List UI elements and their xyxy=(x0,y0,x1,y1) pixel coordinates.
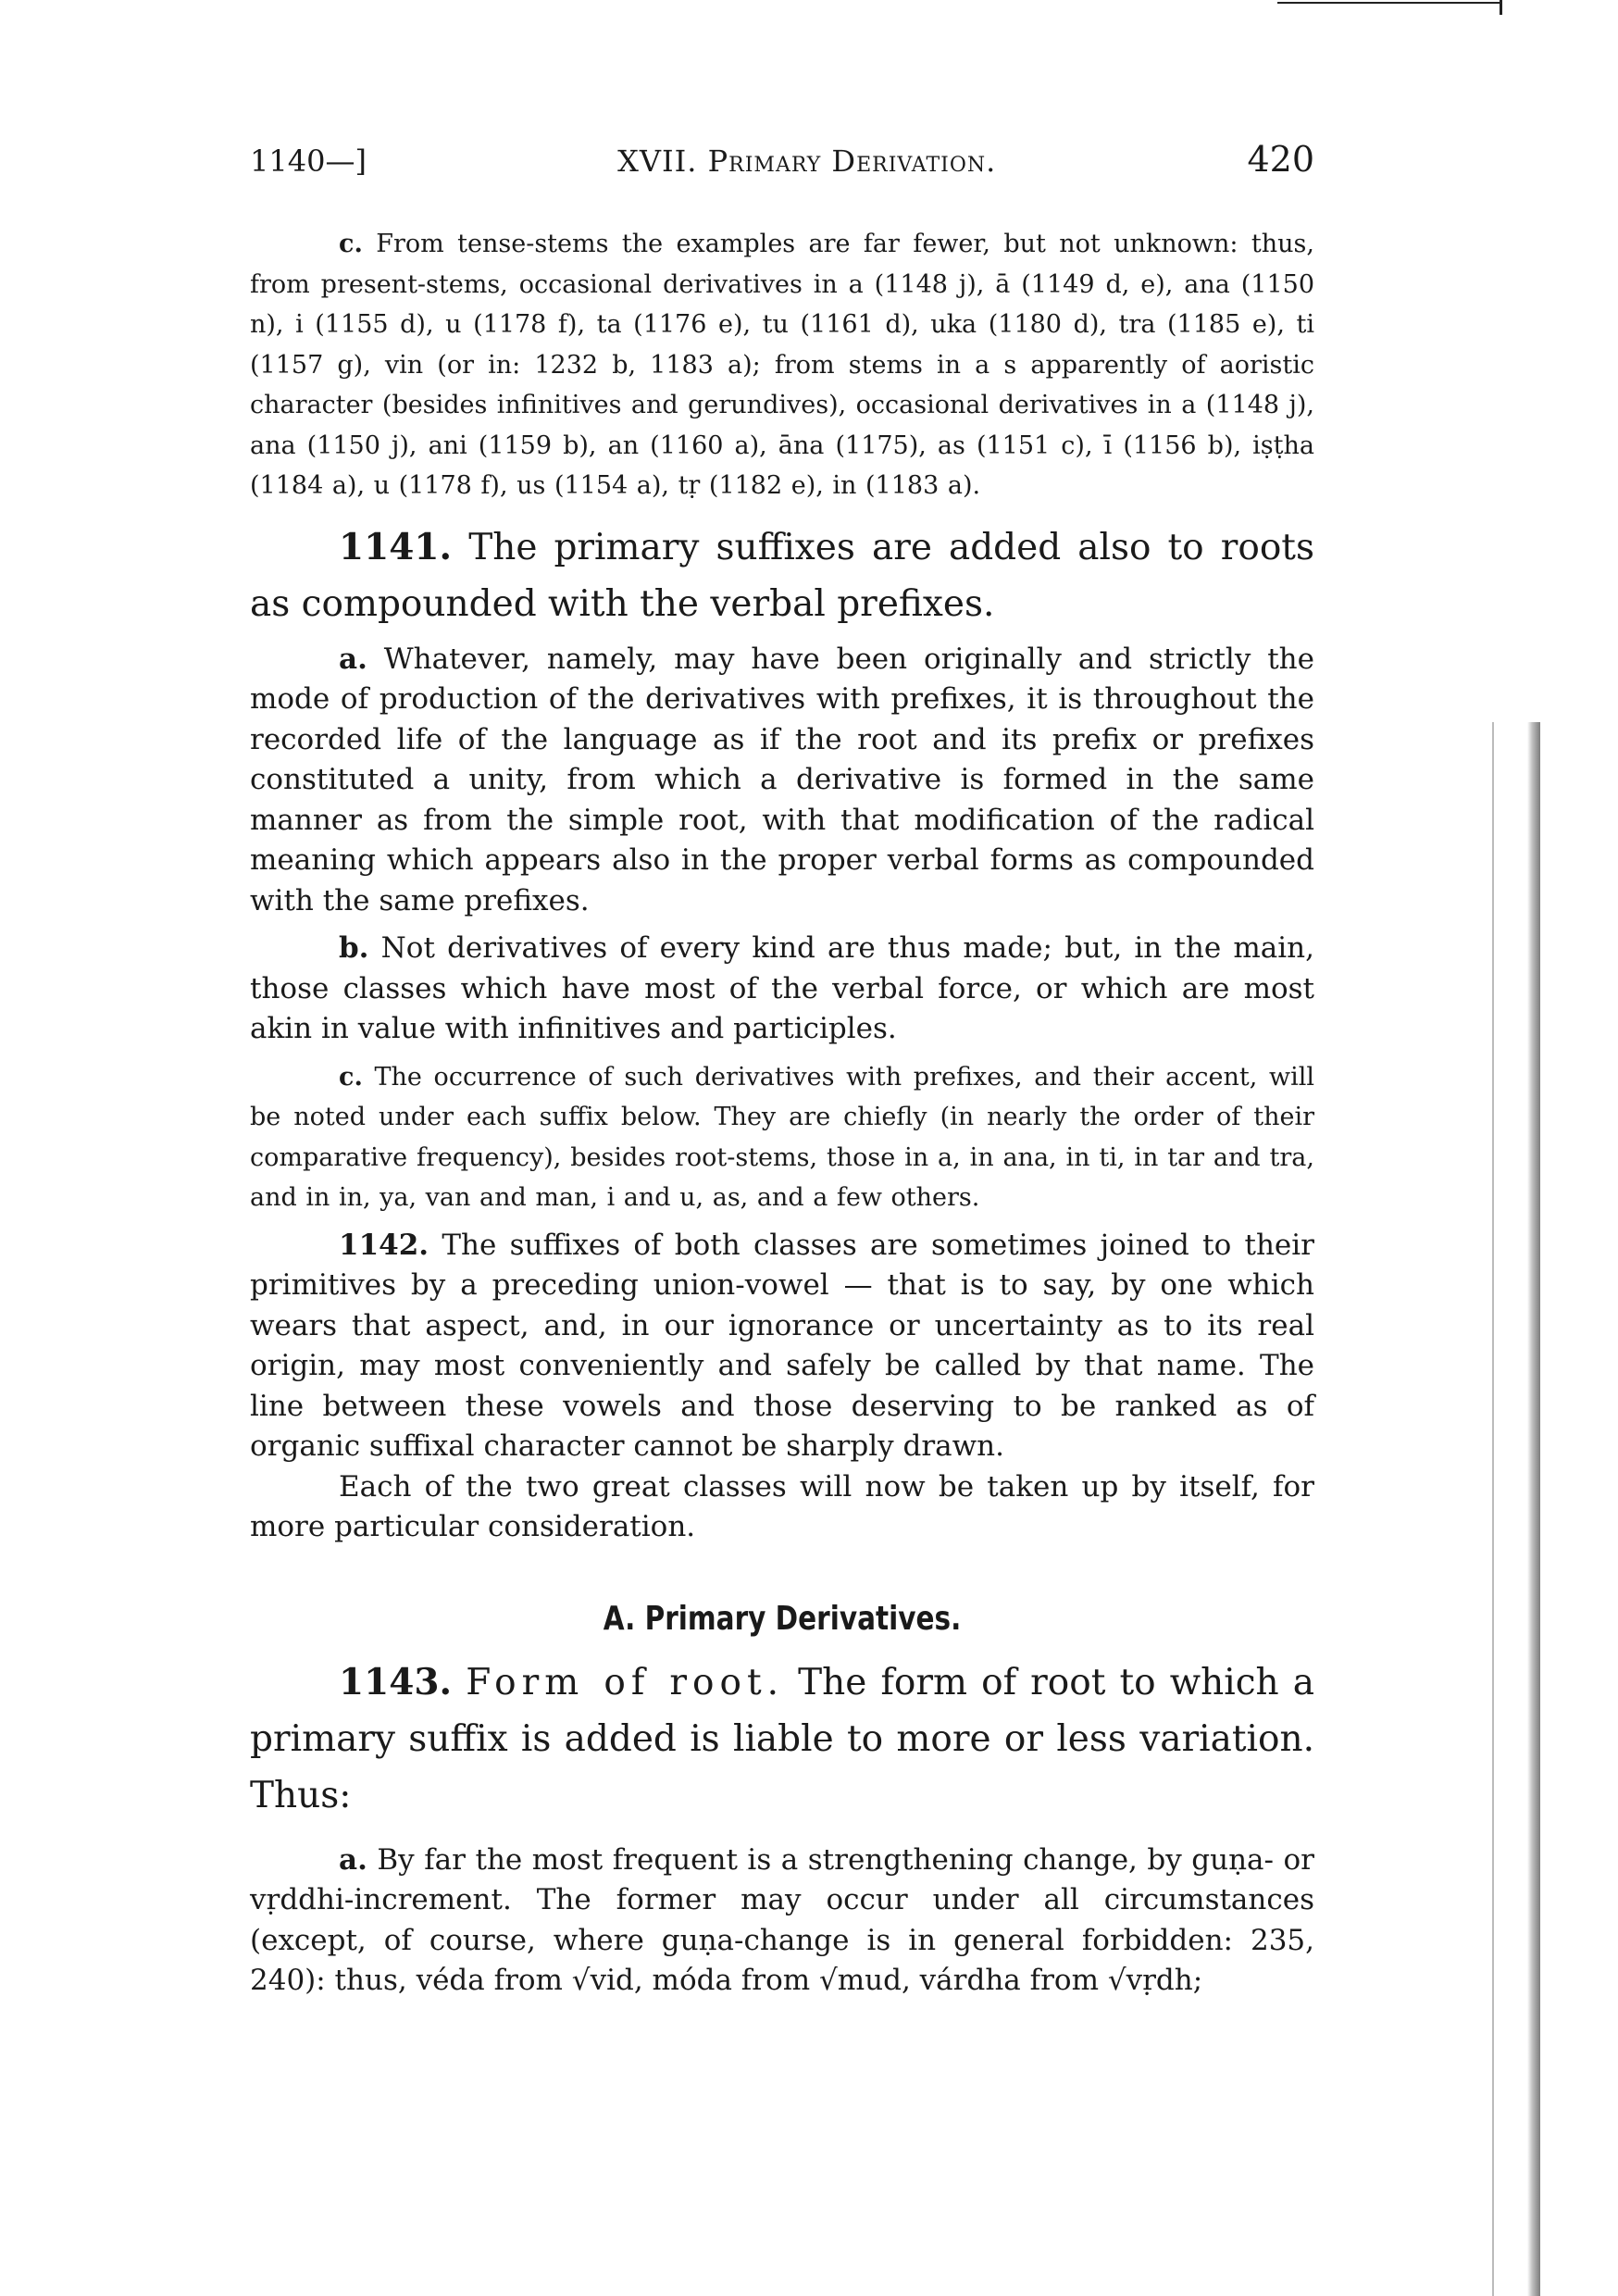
section-number: 1143. xyxy=(339,1660,453,1703)
paragraph-1141b xyxy=(250,929,1314,1050)
paragraph-text: By far the most frequent is a strengthening change, by guṇa- or vṛddhi-increment. The former may occur under all circumstances (except, of course, where guṇa-change is in general forbidden: 235, 240): thus, véda from √vid, móda from √mud, várdha from √vṛdh; xyxy=(250,1842,1314,1997)
book-page xyxy=(250,139,1314,2002)
running-header xyxy=(250,139,1314,180)
paragraph-text: From tense-stems the examples are far fewer, but not unknown: thus, from present-stems, occasional derivatives in a (1148 j), ā (1149 d, e), ana (1150 n), i (1155 d), u (1178 f), ta (1176 e), tu (1161 d), uka (1180 d), tra (1185 e), ti (1157 g), vin (or in: 1232 b, 1183 a); from stems in a s apparently of aoristic character (besides infinitives and gerundives), occasional derivatives in a (1148 j), ana (1150 j), ani (1159 b), an (1160 a), āna (1175), as (1151 c), ī (1156 b), iṣṭha (1184 a), u (1178 f), us (1154 a), tṛ (1182 e), in (1183 a). xyxy=(250,230,1314,500)
paragraph-text: Each of the two great classes will now be taken up by itself, for more particular consideration. xyxy=(250,1469,1314,1543)
paragraph-1141 xyxy=(250,519,1314,632)
paragraph-label: a. xyxy=(339,642,367,676)
page-edge-tick xyxy=(1500,0,1502,15)
paragraph-title: Form of root. xyxy=(466,1661,785,1703)
paragraph-1141c xyxy=(250,1057,1314,1218)
section-range: 1140—] xyxy=(250,144,367,179)
page-edge-line xyxy=(1277,2,1500,4)
paragraph-text: The suffixes of both classes are sometimes joined to their primitives by a preceding union-vowel — that is to say, by one which wears that aspect, and, in our ignorance or uncertainty as to its real origin, may most conveniently and safely be called by that name. The line between these vowels and those deserving to be ranked as of organic suffixal character cannot be sharply drawn. xyxy=(250,1228,1315,1463)
paragraph-1143 xyxy=(250,1654,1314,1824)
paragraph-1142-continuation xyxy=(250,1467,1314,1548)
section-number: 1142. xyxy=(339,1228,429,1262)
paragraph-1141a xyxy=(250,640,1314,922)
paragraph-label: a. xyxy=(339,1842,367,1877)
binding-shadow xyxy=(1527,722,1540,2296)
binding-edge-line xyxy=(1492,722,1494,2296)
paragraph-1140c xyxy=(250,224,1314,506)
paragraph-label: b. xyxy=(339,931,369,965)
page-number: 420 xyxy=(1247,139,1314,180)
paragraph-label: c. xyxy=(339,1062,363,1092)
paragraph-text: Not derivatives of every kind are thus made; but, in the main, those classes which have most of the verbal force, or which are most akin in value with infinitives and participles. xyxy=(250,931,1314,1045)
paragraph-text: The primary suffixes are added also to roots as compounded with the verbal prefixes. xyxy=(250,526,1314,625)
chapter-title: XVII. Primary Derivation. xyxy=(617,144,997,179)
paragraph-1143a xyxy=(250,1841,1314,2002)
paragraph-label: c. xyxy=(339,230,363,258)
paragraph-text: The form of root to which a primary suffix is added is liable to more or less variation. Thus: xyxy=(250,1661,1314,1816)
paragraph-text: Whatever, namely, may have been originally and strictly the mode of production of the derivatives with prefixes, it is throughout the recorded life of the language as if the root and its prefix or prefixes constituted a unity, from which a derivative is formed in the same manner as from the simple root, with that modification of the radical meaning which appears also in the proper verbal forms as compounded with the same prefixes. xyxy=(250,642,1314,917)
paragraph-1142 xyxy=(250,1226,1314,1467)
paragraph-text: The occurrence of such derivatives with prefixes, and their accent, will be noted under each suffix below. They are chiefly (in nearly the order of their comparative frequency), besides root-stems, those in a, in ana, in ti, in tar and tra, and in in, ya, van and man, i and u, as, and a few others. xyxy=(250,1062,1314,1212)
section-number: 1141. xyxy=(339,525,453,568)
section-heading: A. Primary Derivatives. xyxy=(603,1599,962,1638)
